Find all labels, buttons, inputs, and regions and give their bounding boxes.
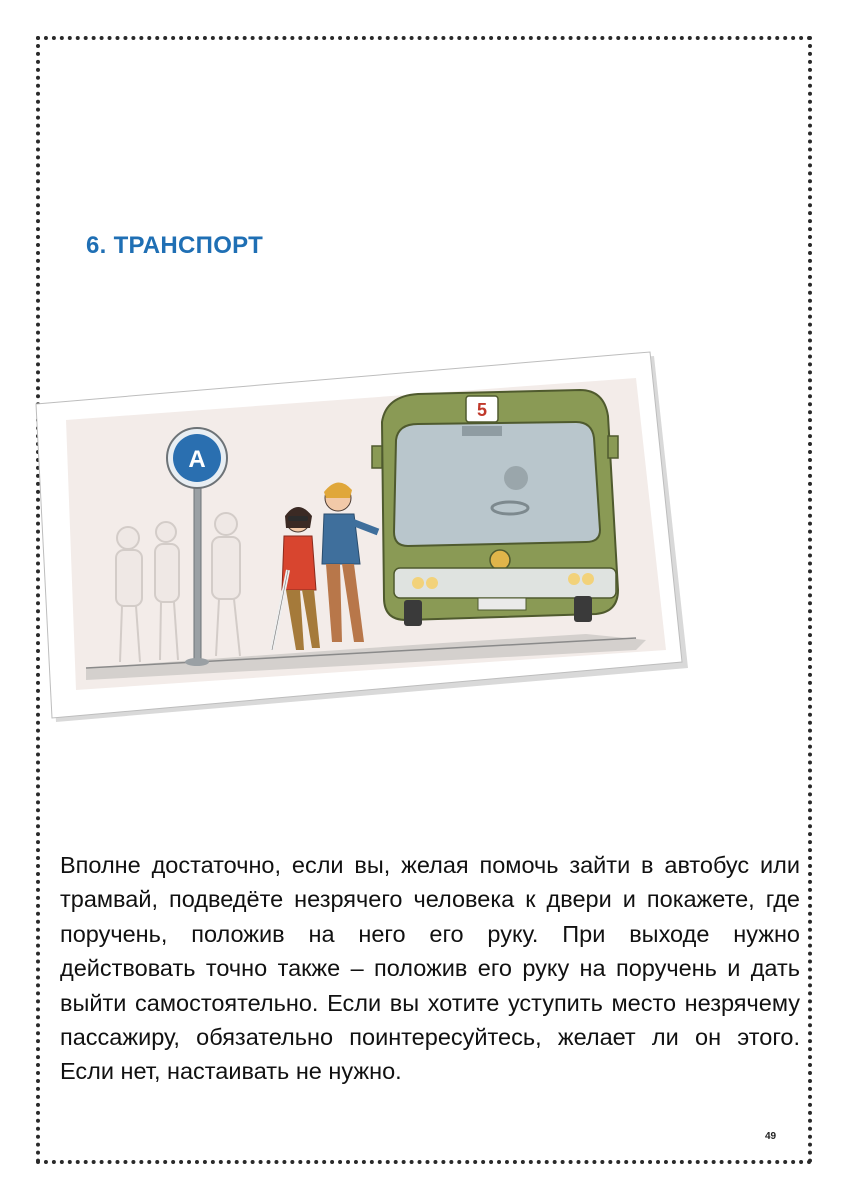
- bus: [372, 390, 618, 626]
- svg-text:5: 5: [476, 400, 488, 420]
- svg-text:A: A: [188, 446, 206, 473]
- section-heading: 6. ТРАНСПОРТ: [86, 232, 264, 259]
- page-number: 49: [765, 1131, 777, 1142]
- body-paragraph: Вполне достаточно, если вы, желая помочь зайти в автобус или трамвай, подведёте незрячего человека к двери и покажете, где поручень, положив на него его руку. При выходе нужно действовать точно также – положив его руку на поручень и дать выйти самостоятельно. Если вы хотите уступить место незрячему пассажиру, обязательно поинтересуйтесь, желает ли он этого. Если нет, настаивать не нужно.: [60, 852, 800, 1085]
- bus-stop-illustration: [26, 350, 706, 730]
